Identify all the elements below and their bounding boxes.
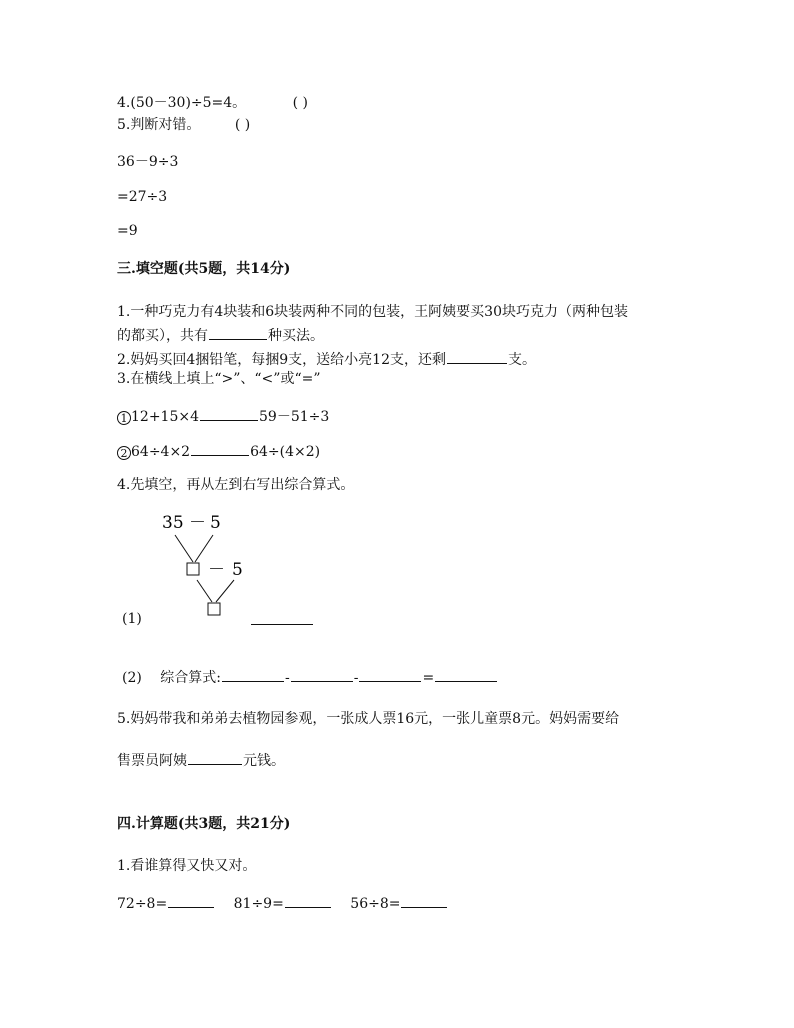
work-step-1: 36－9÷3 <box>117 154 179 170</box>
tree-branch-left <box>175 535 193 562</box>
answer-blank[interactable] <box>251 610 313 625</box>
fill-q4-part2 <box>122 667 498 687</box>
work-step-3: =9 <box>117 223 138 239</box>
calc-expr-1: 72÷8= <box>117 896 168 912</box>
fill-q1-line1: 1.一种巧克力有4块装和6块装两种不同的包装，王阿姨要买30块巧克力（两种包装 <box>117 304 628 320</box>
answer-blank[interactable] <box>435 667 497 682</box>
fill-q2-text-b: 支。 <box>508 352 536 368</box>
answer-blank[interactable] <box>209 325 267 340</box>
fill-q1-text-b: 种买法。 <box>268 328 324 344</box>
tree-branch-right-2 <box>216 580 234 602</box>
calculation-tree <box>150 508 270 620</box>
fill-q4: 4.先填空，再从左到右写出综合算式。 <box>117 477 355 493</box>
tree-mid-right: 5 <box>232 560 243 580</box>
fill-q5-text-a: 售票员阿姨 <box>117 753 187 769</box>
answer-box[interactable] <box>208 603 220 615</box>
formula-label: 综合算式: <box>160 670 222 686</box>
part-label: (2) <box>122 670 142 686</box>
tree-branch-right <box>195 535 213 562</box>
judge-q4 <box>117 94 308 112</box>
work-step-2: =27÷3 <box>117 189 168 205</box>
fill-q4-part1-answer <box>250 610 314 630</box>
expr-right: 59－51÷3 <box>259 409 330 425</box>
answer-blank[interactable] <box>222 667 284 682</box>
tree-top-left: 35 <box>162 513 184 533</box>
answer-blank[interactable] <box>285 893 331 908</box>
fill-q3: 3.在横线上填上“>”、“<”或“=” <box>117 371 321 387</box>
calc-expr-3: 56÷8= <box>350 896 401 912</box>
answer-blank[interactable] <box>401 893 447 908</box>
tree-branch-left-2 <box>197 580 212 602</box>
fill-q3-item-1 <box>117 406 329 426</box>
answer-blank[interactable] <box>200 406 258 421</box>
answer-blank[interactable] <box>168 893 214 908</box>
fill-q5-line1: 5.妈妈带我和弟弟去植物园参观，一张成人票16元，一张儿童票8元。妈妈需要给 <box>117 711 620 727</box>
answer-paren[interactable]: ( ) <box>234 117 251 133</box>
tree-top-op: － <box>189 513 206 533</box>
fill-q1-line2 <box>117 325 324 345</box>
calc-q1: 1.看谁算得又快又对。 <box>117 858 257 874</box>
answer-blank[interactable] <box>447 349 507 364</box>
answer-blank[interactable] <box>291 667 353 682</box>
circled-number: 2 <box>117 446 131 460</box>
fill-q5-text-b: 元钱。 <box>243 753 285 769</box>
fill-q5-line2 <box>117 750 285 770</box>
minus-sign: - <box>285 670 290 686</box>
circled-number: 1 <box>117 411 131 425</box>
calc-row <box>117 893 448 913</box>
part-label: (1) <box>122 611 142 627</box>
judge-q5 <box>117 116 250 134</box>
fill-q4-part1 <box>122 610 142 628</box>
judge-q5-text: 5.判断对错。 <box>117 117 201 133</box>
expr-left: 12+15×4 <box>131 409 199 425</box>
fill-q2 <box>117 349 536 369</box>
tree-mid-op: － <box>208 560 225 580</box>
answer-blank[interactable] <box>191 441 249 456</box>
answer-box[interactable] <box>187 563 199 575</box>
equals-sign: = <box>422 670 435 686</box>
fill-q3-item-2 <box>117 441 320 461</box>
section-title-calculation: 四.计算题(共3题，共21分) <box>117 816 291 832</box>
minus-sign: - <box>353 670 359 686</box>
expr-right: 64÷(4×2) <box>250 444 321 460</box>
expr-left: 64÷4×2 <box>131 444 191 460</box>
answer-blank[interactable] <box>359 667 421 682</box>
answer-blank[interactable] <box>188 750 242 765</box>
judge-q4-text: 4.(50－30)÷5=4。 <box>117 95 247 111</box>
fill-q1-text-a: 的都买），共有 <box>117 328 208 344</box>
answer-paren[interactable]: ( ) <box>292 95 309 111</box>
tree-top-right: 5 <box>210 513 221 533</box>
fill-q2-text-a: 2.妈妈买回4捆铅笔，每捆9支，送给小亮12支，还剩 <box>117 352 446 368</box>
calc-expr-2: 81÷9= <box>233 896 284 912</box>
section-title-fill-in: 三.填空题(共5题，共14分) <box>117 261 291 277</box>
